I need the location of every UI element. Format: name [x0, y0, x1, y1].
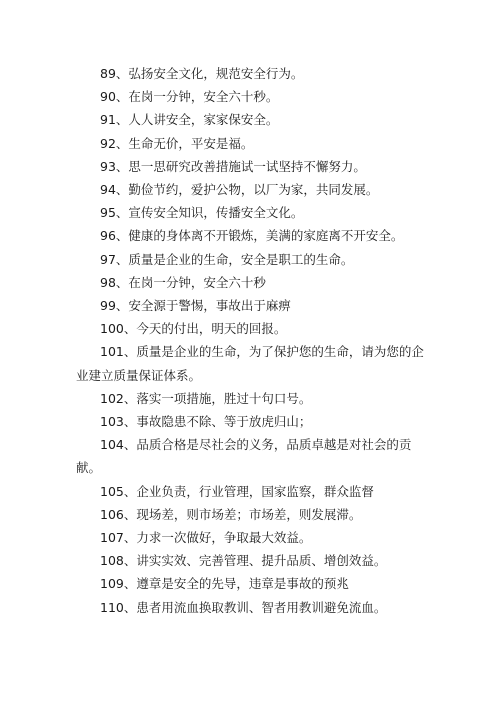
- slogan-list: [76, 62, 431, 619]
- list-item: 107、力求一次做好，争取最大效益。: [100, 530, 312, 546]
- list-item: 109、遵章是安全的先导，违章是事故的预兆: [100, 576, 349, 592]
- list-item: 110、患者用流血换取教训、智者用教训避免流血。: [100, 599, 387, 615]
- list-item: 92、生命无价，平安是福。: [100, 135, 254, 151]
- list-item: 104、品质合格是尽社会的义务，品质卓越是对社会的贡献。: [76, 437, 412, 476]
- list-item: 95、宣传安全知识，传播安全文化。: [100, 205, 304, 221]
- list-item: 89、弘扬安全文化，规范安全行为。: [100, 66, 304, 81]
- list-item: 101、质量是企业的生命，为了保护您的生命，请为您的企业建立质量保证体系。: [76, 344, 424, 383]
- list-item: 90、在岗一分钟，安全六十秒。: [100, 89, 279, 105]
- list-item: 93、思一思研究改善措施试一试坚持不懈努力。: [100, 158, 366, 174]
- list-item: 103、事故隐患不除、等于放虎归山；: [100, 414, 312, 430]
- list-item: 96、健康的身体离不开锻炼，美满的家庭离不开安全。: [100, 228, 404, 244]
- list-item: 102、落实一项措施，胜过十句口号。: [100, 390, 312, 406]
- list-item: 97、质量是企业的生命，安全是职工的生命。: [100, 251, 354, 267]
- list-item: 105、企业负责，行业管理，国家监察，群众监督: [100, 483, 374, 499]
- list-item: 108、讲实实效、完善管理、提升品质、增创效益。: [100, 553, 387, 569]
- list-item: 106、现场差，则市场差；市场差，则发展滞。: [100, 506, 362, 522]
- list-item: 91、人人讲安全，家家保安全。: [100, 112, 279, 128]
- list-item: 94、勤俭节约，爱护公物，以厂为家，共同发展。: [100, 182, 379, 198]
- list-item: 99、安全源于警惕，事故出于麻痹: [100, 298, 291, 314]
- list-item: 100、今天的付出，明天的回报。: [100, 321, 287, 337]
- list-item: 98、在岗一分钟，安全六十秒: [100, 274, 266, 290]
